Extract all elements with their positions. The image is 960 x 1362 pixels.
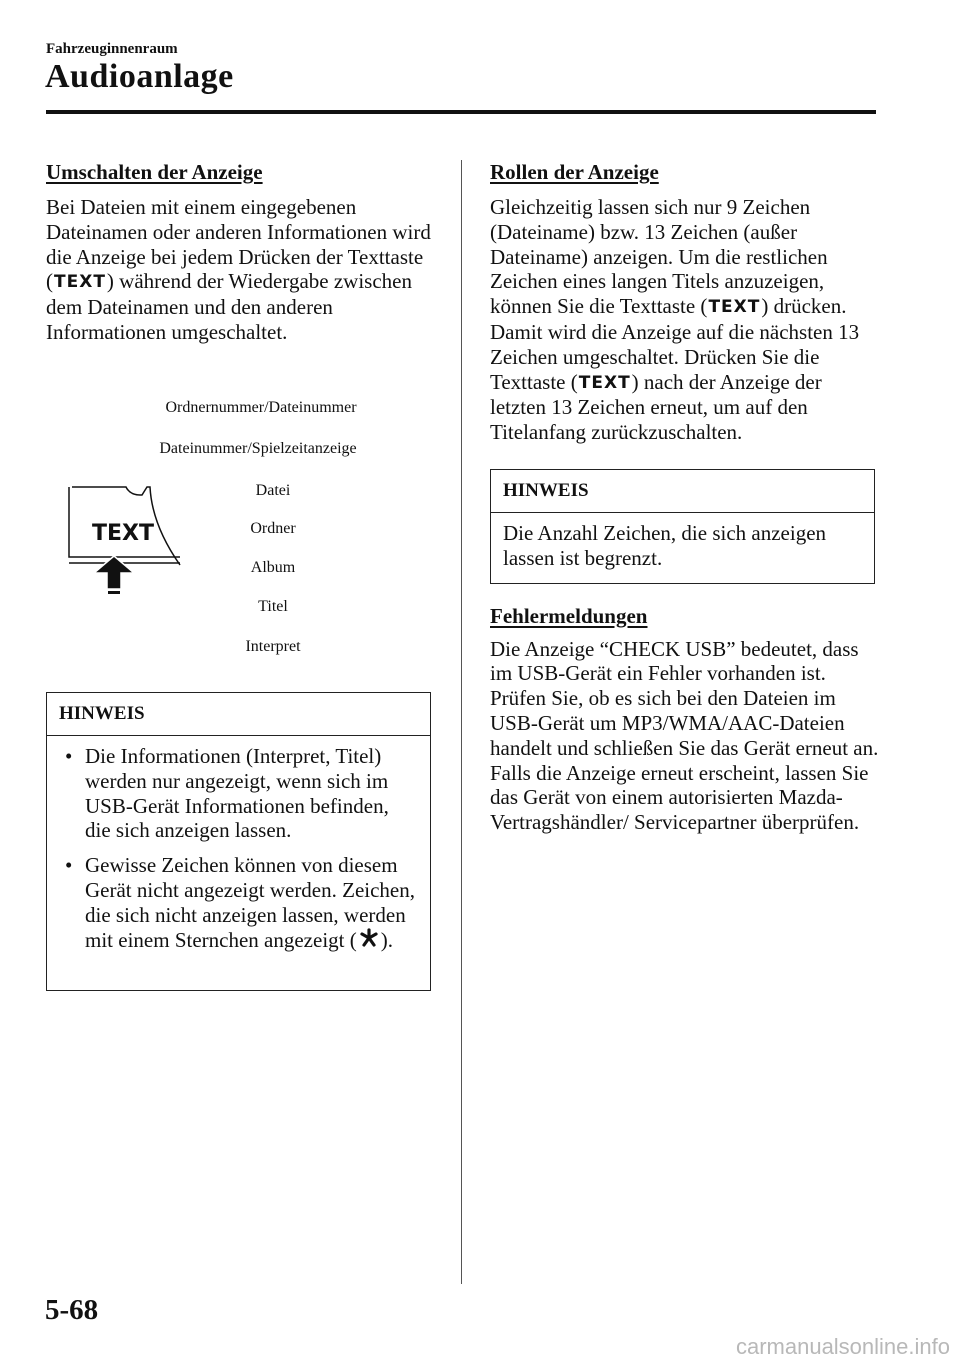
label-interpret: Interpret	[245, 638, 301, 655]
page-title: Audioanlage	[45, 58, 234, 95]
asterisk-icon	[359, 928, 379, 948]
label-titel: Titel	[258, 598, 288, 615]
paragraph-rollen	[490, 195, 880, 445]
note-heading: HINWEIS	[491, 470, 874, 513]
watermark-text: carmanualsonline.info	[735, 1334, 950, 1359]
label-dateinummer: Dateinummer/Spielzeitanzeige	[159, 440, 357, 457]
paragraph-text: ) nach der Anzeige der letzten 13 Zeichen erneut, um auf den Titelanfang zurückzuschalten.	[490, 369, 822, 445]
paragraph-text: ) während der Wiedergabe zwischen dem Dateinamen und den anderen Informationen umgeschaltet.	[46, 269, 412, 344]
right-column	[490, 160, 880, 835]
column-divider	[461, 160, 462, 1284]
paragraph-text: Gleichzeitig lassen sich nur 9 Zeichen (Dateiname) bzw. 13 Zeichen (außer Dateiname) anzeigen. Um die restlichen Zeichen eines langen Titels anzuzeigen, können Sie die Texttaste (	[490, 195, 828, 319]
heading-rollen: Rollen der Anzeige	[490, 160, 659, 184]
note-body	[47, 736, 430, 972]
note-heading: HINWEIS	[47, 693, 430, 736]
label-ordner: Ordner	[250, 520, 296, 537]
heading-umschalten: Umschalten der Anzeige	[46, 160, 263, 184]
bullet-text: Gewisse Zeichen können von diesem Gerät nicht angezeigt werden. Zeichen, die sich nicht anzeigen lassen, werden mit einem Sternchen angezeigt (	[85, 853, 416, 952]
bullet-text: ).	[380, 927, 393, 952]
text-button-diagram	[46, 390, 431, 670]
paragraph-umschalten	[46, 195, 431, 345]
header-rule	[46, 110, 876, 114]
section-label: Fahrzeuginnenraum	[46, 41, 178, 57]
page-number: 5-68	[45, 1294, 99, 1326]
bullet-icon: •	[65, 744, 73, 768]
note-bullet	[59, 853, 418, 952]
label-album: Album	[250, 559, 296, 576]
text-key-label: TEXT	[92, 521, 155, 546]
label-ordnernummer: Ordnernummer/Dateinummer	[165, 399, 357, 416]
bullet-icon: •	[65, 853, 73, 878]
heading-fehlermeldungen: Fehlermeldungen	[490, 603, 648, 628]
text-key-icon: TEXT	[578, 372, 631, 393]
bullet-text: Die Informationen (Interpret, Titel) werden nur angezeigt, wenn sich im USB-Gerät Informationen befinden, die sich anzeigen lassen.	[85, 744, 389, 843]
label-datei: Datei	[255, 482, 291, 499]
text-key-icon: TEXT	[708, 297, 761, 318]
paragraph-text: ) drücken. Damit wird die Anzeige auf die nächsten 13 Zeichen umgeschaltet. Drücken Sie die Texttaste (	[490, 294, 860, 394]
left-column	[46, 160, 431, 345]
note-bullet	[59, 744, 418, 843]
text-key-icon: TEXT	[54, 272, 106, 293]
paragraph-text: Bei Dateien mit einem eingegebenen Dateinamen oder anderen Informationen wird die Anzeige bei jedem Drücken der Texttaste (	[46, 195, 431, 294]
paragraph-fehlermeldungen: Die Anzeige “CHECK USB” bedeutet, dass im USB-Gerät ein Fehler vorhanden ist. Prüfen Sie, ob es sich bei den Dateien im USB-Gerät um MP3/WMA/AAC-Dateien handelt und schließen Sie das Gerät erneut an. Falls die Anzeige erneut erscheint, lassen Sie das Gerät von einem autorisierten Mazda-Vertragshändler/ Servicepartner überprüfen.	[490, 636, 879, 835]
text-button-illustration	[64, 485, 204, 600]
note-body: Die Anzahl Zeichen, die sich anzeigen lassen ist begrenzt.	[503, 520, 827, 570]
note-box-left	[46, 692, 431, 991]
note-box-right	[490, 469, 875, 584]
